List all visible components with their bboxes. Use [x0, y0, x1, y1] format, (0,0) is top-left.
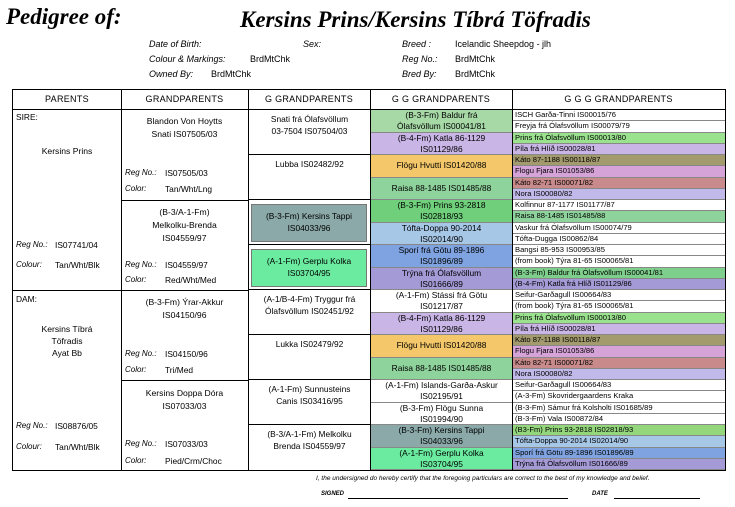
gg-grandparent-line: Flögu Hvutti IS01420/88	[396, 340, 487, 350]
grandparent-4-colour-value: Pied/Crm/Choc	[165, 456, 222, 466]
grandparent-1-reg-label: Reg No.:	[125, 168, 157, 177]
dam-colour-label: Colour:	[16, 442, 42, 451]
gg-grandparent-cell	[371, 380, 512, 403]
ggg-grandparent-cell: (B3-Fm) Prins 93-2818 IS02818/93	[513, 425, 725, 436]
date-label: DATE	[592, 491, 608, 497]
bred-by-value: BrdMtChk	[455, 69, 496, 79]
column-divider	[121, 90, 122, 470]
g-grandparent-line: Brenda IS04559/97	[273, 441, 346, 451]
header-grandparents: GRANDPARENTS	[145, 94, 224, 104]
ggg-grandparent-cell: ISCH Garða-Tinni IS00015/76	[513, 110, 725, 121]
g-grandparent-line: (A-1/B-4-Fm) Tryggur frá	[263, 294, 356, 304]
sex-label: Sex:	[303, 39, 322, 49]
g-grandparent-cell	[249, 110, 370, 155]
ggg-grandparent-cell: (from book) Týra 81-65 IS00065/81	[513, 256, 725, 267]
colour-markings-label: Colour & Markings:	[149, 54, 226, 64]
grandparent-4-line1: Kersins Doppa Dóra	[145, 388, 224, 398]
reg-no-label: Reg No.:	[402, 54, 438, 64]
g-grandparent-divider	[248, 244, 370, 245]
ggg-grandparent-cell: Nora IS00080/82	[513, 189, 725, 200]
ggg-grandparent-cell: Píla frá Hlíð IS00028/81	[513, 144, 725, 155]
gg-grandparent-line: Ólafsvöllum IS00041/81	[397, 121, 486, 131]
header-gg-grandparents: G G GRANDPARENTS	[391, 94, 491, 104]
dam-reg-label: Reg No.:	[16, 421, 48, 430]
header-parents: PARENTS	[45, 94, 89, 104]
colour-markings-value: BrdMtChk	[250, 54, 291, 64]
gg-grandparent-line: IS01666/89	[420, 278, 463, 289]
gg-grandparent-cell	[371, 268, 512, 291]
grandparent-2-colour-value: Red/Wht/Med	[165, 275, 217, 285]
ggg-grandparent-cell: Tófta-Dugga IS00862/84	[513, 234, 725, 245]
g-grandparent-line: IS03704/95	[287, 268, 331, 278]
grandparent-3-reg-label: Reg No.:	[125, 349, 157, 358]
ggg-grandparent-cell: Tófta-Doppa 90-2014 IS02014/90	[513, 436, 725, 447]
grandparent-divider	[121, 200, 248, 201]
gg-grandparent-cell	[371, 110, 512, 133]
gg-grandparent-line: (B-3-Fm) Baldur frá	[405, 110, 478, 120]
gg-grandparent-line: Flögu Hvutti IS01420/88	[396, 160, 487, 170]
g-grandparent-cell	[251, 249, 367, 287]
gg-grandparent-cell	[371, 448, 512, 471]
ggg-grandparent-cell: Píla frá Hlíð IS00028/81	[513, 324, 725, 335]
gg-grandparent-line: Trýna frá Ólafsvöllum	[401, 267, 482, 278]
g-grandparent-line: (B-3-Fm) Kersins Tappi	[266, 211, 352, 221]
ggg-grandparent-cell: Káto 87-1188 IS00118/87	[513, 155, 725, 166]
gg-grandparent-line: Sporí frá Götu 89-1896	[398, 245, 485, 255]
ggg-grandparent-cell: (B-3-Fm) Sámur frá Kolsholti IS01685/89	[513, 403, 725, 414]
gg-grandparent-cell	[371, 245, 512, 268]
sire-name: Kersins Prins	[41, 146, 93, 156]
grandparent-1-reg-value: IS07505/03	[165, 168, 208, 178]
grandparent-4-reg-label: Reg No.:	[125, 439, 157, 448]
owned-by-label: Owned By:	[149, 69, 194, 79]
g-grandparent-line: (A-1-Fm) Sunnusteins	[268, 384, 351, 394]
g-grandparent-line: IS04033/96	[287, 223, 331, 233]
grandparent-2-colour-label: Color:	[125, 275, 147, 284]
signed-label: SIGNED	[321, 491, 345, 497]
gg-grandparent-line: (A-1-Fm) Gerplu Kolka	[399, 447, 484, 458]
dam-name-line3: Ayat Bb	[52, 348, 82, 358]
sire-colour-label: Colour:	[16, 260, 42, 269]
gg-grandparent-line: (A-1-Fm) Islands-Garða-Askur	[385, 380, 498, 390]
gg-grandparent-cell	[371, 223, 512, 246]
gg-grandparent-cell	[371, 200, 512, 223]
dam-reg-value: IS08876/05	[55, 421, 98, 431]
ggg-grandparent-cell: Sporí frá Götu 89-1896 IS01896/89	[513, 448, 725, 459]
gg-grandparent-line: IS02195/91	[420, 391, 463, 401]
gg-grandparent-line: IS04033/96	[420, 436, 463, 446]
ggg-grandparent-cell: Nora IS00080/82	[513, 369, 725, 380]
gg-grandparent-line: (B-3-Fm) Prins 93-2818	[397, 200, 486, 210]
ggg-grandparent-cell: Bangsi 85-953 IS00953/85	[513, 245, 725, 256]
header-g-grandparents: G GRANDPARENTS	[264, 94, 354, 104]
grandparent-divider	[121, 380, 248, 381]
dog-name-title: Kersins Prins/Kersins Tíbrá Töfradis	[240, 7, 591, 32]
breed-value: Icelandic Sheepdog - jlh	[455, 39, 552, 49]
g-grandparent-cell	[249, 290, 370, 335]
g-grandparent-line: Lukka IS02479/92	[275, 339, 344, 349]
gg-grandparent-line: (B-3-Fm) Flögu Sunna	[399, 402, 484, 413]
gg-grandparent-cell	[371, 335, 512, 358]
breed-label: Breed :	[402, 39, 432, 49]
signature-line[interactable]	[348, 498, 568, 499]
gg-grandparent-line: IS01129/86	[420, 323, 463, 334]
ggg-grandparent-cell: (B-3-Fm) Vala IS00872/84	[513, 414, 725, 425]
grandparent-1-colour-value: Tan/Wht/Lng	[165, 184, 213, 194]
certification-text: I, the undersigned do hereby certify that the foregoing particulars are correct to the best of my knowledge and belief.	[316, 475, 650, 482]
gg-grandparent-cell	[371, 178, 512, 201]
ggg-grandparent-cell: Prins frá Ólafsvöllum IS00013/80	[513, 313, 725, 324]
grandparent-3-line2: IS04150/96	[162, 310, 207, 320]
ggg-grandparent-cell: Seifur-Garðagull IS00664/83	[513, 290, 725, 301]
grandparent-2-reg-label: Reg No.:	[125, 260, 157, 269]
ggg-grandparent-cell: Vaskur frá Ólafsvöllum IS00074/79	[513, 223, 725, 234]
sire-reg-value: IS07741/04	[55, 240, 98, 250]
gg-grandparent-cell	[371, 358, 512, 381]
grandparent-3-line1: (B-3-Fm) Ýrar-Akkur	[145, 297, 224, 307]
date-of-birth-label: Date of Birth:	[149, 39, 202, 49]
grandparent-4-colour-label: Color:	[125, 456, 147, 465]
gg-grandparent-line: IS01217/87	[420, 301, 463, 311]
grandparent-1-line1: Blandon Von Hoytts	[146, 116, 223, 126]
g-grandparent-cell	[249, 335, 370, 380]
dam-colour-value: Tan/Wht/Blk	[55, 442, 100, 452]
date-line[interactable]	[614, 498, 700, 499]
grandparent-2-reg-value: IS04559/97	[165, 260, 208, 270]
pedigree-table	[12, 89, 726, 471]
gg-grandparent-cell	[371, 425, 512, 448]
owned-by-value: BrdMtChk	[211, 69, 252, 79]
gg-grandparent-line: Raisa 88-1485 IS01485/88	[391, 182, 492, 193]
gg-grandparent-line: (B-4-Fm) Katla 86-1129	[397, 312, 486, 323]
ggg-grandparent-cell: Seifur-Garðagull IS00664/83	[513, 380, 725, 391]
gg-grandparent-line: IS03704/95	[420, 458, 463, 469]
ggg-grandparent-cell: (from book) Týra 81-65 IS00065/81	[513, 301, 725, 312]
gg-grandparent-line: IS02818/93	[420, 211, 463, 221]
ggg-grandparent-cell: Káto 87-1188 IS00118/87	[513, 335, 725, 346]
gg-grandparent-line: IS01994/90	[420, 413, 463, 424]
grandparent-4-reg-value: IS07033/03	[165, 439, 208, 449]
ggg-grandparent-cell: Flogu Fjara IS01053/86	[513, 166, 725, 177]
gg-grandparent-line: IS01129/86	[420, 143, 463, 154]
g-grandparent-cell	[249, 155, 370, 200]
grandparent-2-line3: IS04559/97	[162, 233, 207, 243]
ggg-grandparent-cell: Prins frá Ólafsvöllum IS00013/80	[513, 133, 725, 144]
ggg-grandparent-cell: Trýna frá Ólafsvöllum IS01666/89	[513, 459, 725, 470]
gg-grandparent-line: Raisa 88-1485 IS01485/88	[391, 362, 492, 373]
ggg-grandparent-cell: (B-4-Fm) Katla frá Hlíð IS01129/86	[513, 279, 725, 290]
header-ggg-grandparents: G G G GRANDPARENTS	[564, 94, 673, 104]
ggg-grandparent-cell: Flogu Fjara IS01053/86	[513, 346, 725, 357]
dam-name-line1: Kersins Tíbrá	[41, 324, 93, 334]
g-grandparent-line: (A-1-Fm) Gerplu Kolka	[266, 256, 352, 266]
ggg-grandparent-cell: Raisa 88-1485 IS01485/88	[513, 211, 725, 222]
sire-label: SIRE:	[16, 112, 38, 122]
ggg-grandparent-cell: Freyja frá Ólafsvöllum IS00079/79	[513, 121, 725, 132]
ggg-grandparent-cell: (A-3-Fm) Skovridergaardens Kraka	[513, 391, 725, 402]
pedigree-label: Pedigree of:	[6, 4, 122, 29]
grandparent-4-line2: IS07033/03	[162, 401, 207, 411]
dam-label: DAM:	[16, 294, 37, 304]
gg-grandparent-line: IS02014/90	[420, 233, 463, 244]
ggg-grandparent-cell: Kolfinnur 87-1177 IS01177/87	[513, 200, 725, 211]
gg-grandparent-line: (B-4-Fm) Katla 86-1129	[397, 132, 486, 143]
grandparent-3-reg-value: IS04150/96	[165, 349, 208, 359]
dam-name-line2: Töfradis	[51, 336, 83, 346]
grandparent-3-colour-label: Color:	[125, 365, 147, 374]
ggg-grandparent-cell: (B-3-Fm) Baldur frá Ólafsvöllum IS00041/81	[513, 268, 725, 279]
g-grandparent-cell	[249, 380, 370, 425]
sire-reg-label: Reg No.:	[16, 240, 48, 249]
grandparent-1-colour-label: Color:	[125, 184, 147, 193]
g-grandparent-cell	[251, 204, 367, 242]
sire-colour-value: Tan/Wht/Blk	[55, 260, 100, 270]
reg-no-value: BrdMtChk	[455, 54, 496, 64]
g-grandparent-line: Ólafsvöllum IS02451/92	[265, 306, 354, 316]
gg-grandparent-cell	[371, 403, 512, 426]
gg-grandparent-line: (A-1-Fm) Stássi frá Götu	[395, 290, 488, 300]
g-grandparent-line: Snati frá Ólafsvöllum	[270, 114, 349, 124]
g-grandparent-line: Canis IS03416/95	[276, 396, 343, 406]
g-grandparent-cell	[249, 425, 370, 470]
grandparent-2-line2: Melkolku-Brenda	[152, 220, 217, 230]
g-grandparent-divider	[248, 199, 370, 200]
grandparent-3-colour-value: Tri/Med	[165, 365, 194, 375]
g-grandparent-line: Lubba IS02482/92	[275, 159, 344, 169]
gg-grandparent-line: IS01896/89	[420, 256, 463, 266]
ggg-grandparent-cell: Káto 82-71 IS00071/82	[513, 178, 725, 189]
bred-by-label: Bred By:	[402, 69, 437, 79]
gg-grandparent-cell	[371, 313, 512, 336]
gg-grandparent-line: (B-3-Fm) Kersins Tappi	[398, 425, 485, 435]
g-grandparent-line: (B-3/A-1-Fm) Melkolku	[267, 429, 352, 439]
ggg-grandparent-cell: Káto 82-71 IS00071/82	[513, 358, 725, 369]
g-grandparent-line: 03-7504 IS07504/03	[271, 126, 348, 136]
gg-grandparent-line: Tófta-Doppa 90-2014	[401, 222, 482, 233]
gg-grandparent-cell	[371, 133, 512, 156]
gg-grandparent-cell	[371, 290, 512, 313]
grandparent-2-line1: (B-3/A-1-Fm)	[159, 207, 210, 217]
grandparent-1-line2: Snati IS07505/03	[151, 129, 218, 139]
gg-grandparent-cell	[371, 155, 512, 178]
